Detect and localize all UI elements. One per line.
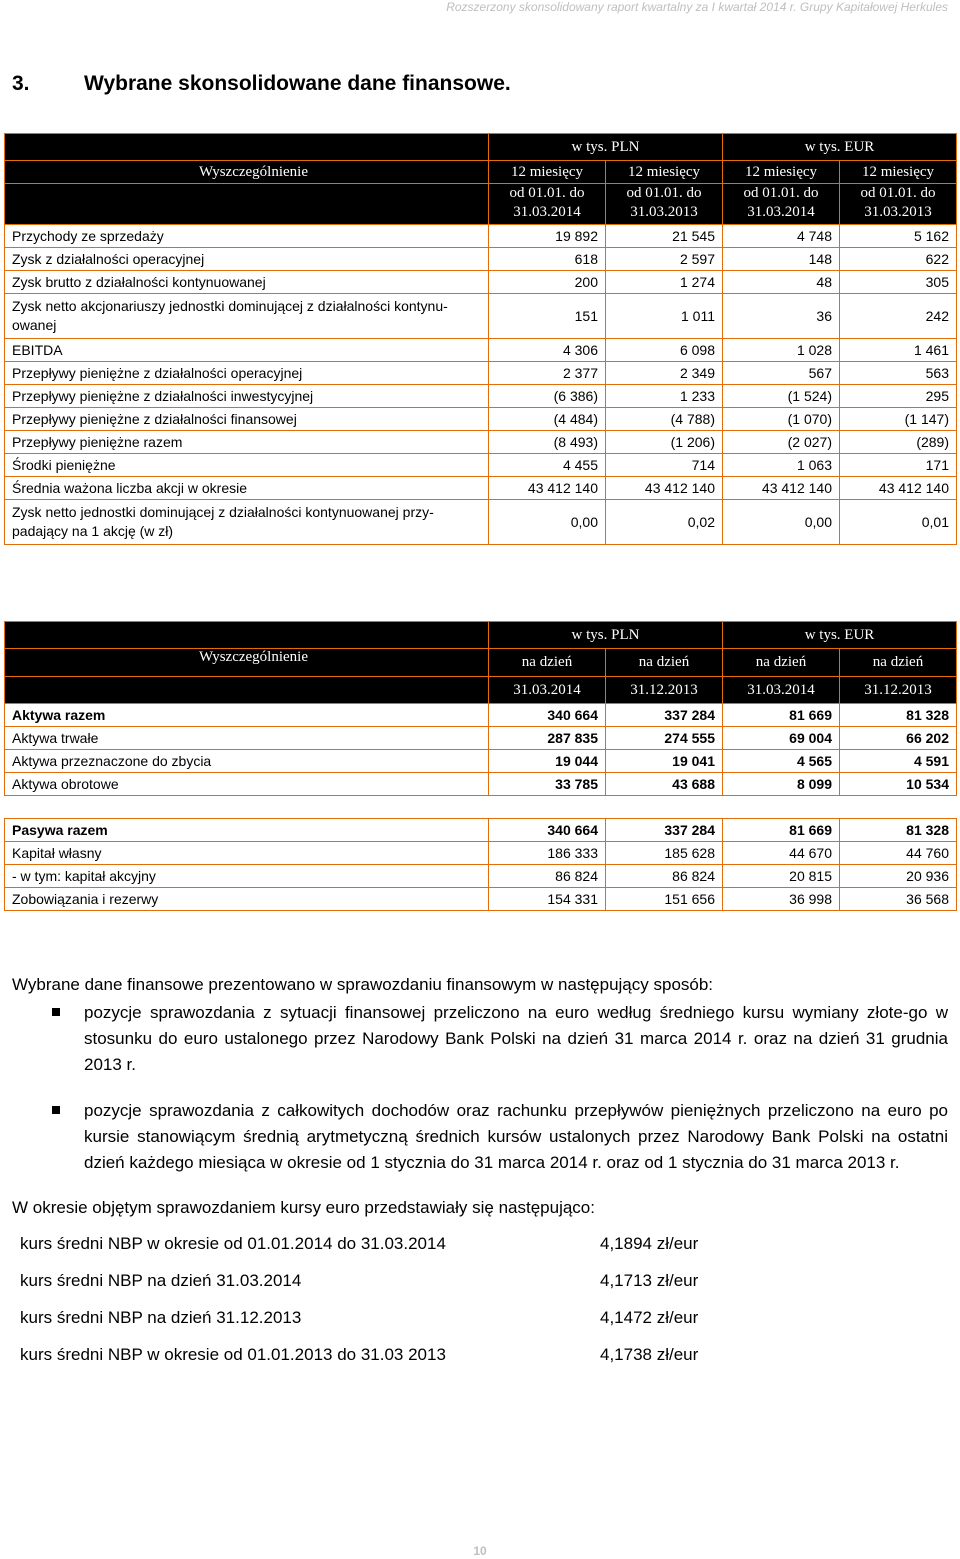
cell-value: 1 011	[606, 294, 723, 339]
cell-value: 36	[723, 294, 840, 339]
cell-value: (289)	[840, 431, 957, 454]
cell-value: 4 748	[723, 225, 840, 248]
cell-value: 19 892	[489, 225, 606, 248]
unit-pln: w tys. PLN	[489, 134, 723, 161]
cell-value: 4 565	[723, 750, 840, 773]
cell-value: 8 099	[723, 773, 840, 796]
unit-eur: w tys. EUR	[723, 134, 957, 161]
cell-value: 295	[840, 385, 957, 408]
cell-value: 43 412 140	[606, 477, 723, 500]
cell-value: 340 664	[489, 819, 606, 842]
cell-value: 185 628	[606, 842, 723, 865]
cell-value: 2 597	[606, 248, 723, 271]
cell-value: 4 455	[489, 454, 606, 477]
cell-value: (1 524)	[723, 385, 840, 408]
cell-value: 1 233	[606, 385, 723, 408]
table-row	[5, 385, 957, 408]
cell-value: 5 162	[840, 225, 957, 248]
row-label: Pasywa razem	[5, 819, 489, 842]
row-label: EBITDA	[5, 339, 489, 362]
rate-label: kurs średni NBP na dzień 31.03.2014	[20, 1271, 302, 1290]
section-number: 3.	[12, 72, 30, 95]
row-label: Zysk brutto z działalności kontynuowanej	[5, 271, 489, 294]
cell-value: 19 041	[606, 750, 723, 773]
cell-value: 618	[489, 248, 606, 271]
table-row	[5, 865, 957, 888]
list-item	[12, 1000, 948, 1078]
rate-row	[20, 1308, 820, 1345]
period-range: od 01.01. do 31.03.2013	[606, 184, 723, 225]
cell-value: 2 377	[489, 362, 606, 385]
cell-value: (8 493)	[489, 431, 606, 454]
period-range: od 01.01. do 31.03.2014	[489, 184, 606, 225]
row-label: Zysk netto jednostki dominującej z działalności kontynuowanej przy- padający na 1 akcję (w zł)	[5, 500, 489, 545]
table-row	[5, 500, 957, 545]
cell-value: 43 688	[606, 773, 723, 796]
table-row	[5, 842, 957, 865]
cell-value: 43 412 140	[489, 477, 606, 500]
row-label: Przepływy pieniężne razem	[5, 431, 489, 454]
header-blank	[5, 677, 489, 704]
square-bullet-icon	[52, 1106, 60, 1114]
cell-value: 19 044	[489, 750, 606, 773]
cell-value: 1 063	[723, 454, 840, 477]
table-row	[5, 294, 957, 339]
list-item	[12, 1098, 948, 1176]
table-spacer	[5, 796, 957, 819]
cell-value: 6 098	[606, 339, 723, 362]
rates-intro: W okresie objętym sprawozdaniem kursy euro przedstawiały się następująco:	[12, 1198, 595, 1217]
table-row	[5, 819, 957, 842]
row-label: Aktywa razem	[5, 704, 489, 727]
table-row	[5, 248, 957, 271]
cell-value: 4 306	[489, 339, 606, 362]
cell-value: 10 534	[840, 773, 957, 796]
period-line1: 12 miesięcy	[840, 161, 957, 184]
row-label: Przychody ze sprzedaży	[5, 225, 489, 248]
row-label: Środki pieniężne	[5, 454, 489, 477]
cell-value: 21 545	[606, 225, 723, 248]
cell-value: (1 206)	[606, 431, 723, 454]
spacer-cell	[5, 796, 957, 819]
cell-value: 81 669	[723, 819, 840, 842]
row-label: Przepływy pieniężne z działalności finansowej	[5, 408, 489, 431]
list-item-text: pozycje sprawozdania z sytuacji finansowej przeliczono na euro według średniego kursu wymiany złote-go w stosunku do euro ustalonego przez Narodowy Bank Polski na dzień 31 marca 2014 r. oraz na dzień 31 grudnia 2013 r.	[84, 1003, 948, 1074]
cell-value: 563	[840, 362, 957, 385]
cell-value: 337 284	[606, 819, 723, 842]
cell-value: 48	[723, 271, 840, 294]
cell-value: 81 669	[723, 704, 840, 727]
row-label: Przepływy pieniężne z działalności operacyjnej	[5, 362, 489, 385]
cell-value: (1 147)	[840, 408, 957, 431]
rate-row	[20, 1234, 820, 1271]
cell-value: 0,00	[489, 500, 606, 545]
list-item-text: pozycje sprawozdania z całkowitych dochodów oraz rachunku przepływów pieniężnych przeliczono na euro po kursie stanowiącym średnią arytmetyczną średnich kursów ustalonych przez Narodowy Bank Polski na ostatni dzień każdego miesiąca w okresie od 1 stycznia do 31 marca 2014 r. oraz od 1 stycznia do 31 marca 2013 r.	[84, 1101, 948, 1172]
row-label: Aktywa przeznaczone do zbycia	[5, 750, 489, 773]
section-title	[12, 72, 511, 96]
rate-row	[20, 1271, 820, 1308]
rate-label: kurs średni NBP w okresie od 01.01.2014 do 31.03.2014	[20, 1234, 446, 1253]
period-line1: 12 miesięcy	[723, 161, 840, 184]
period-line1: 12 miesięcy	[489, 161, 606, 184]
table-row	[5, 408, 957, 431]
row-label: Średnia ważona liczba akcji w okresie	[5, 477, 489, 500]
cell-value: 0,02	[606, 500, 723, 545]
cell-value: (6 386)	[489, 385, 606, 408]
table-row	[5, 750, 957, 773]
cell-value: 44 760	[840, 842, 957, 865]
cell-value: 714	[606, 454, 723, 477]
table-row	[5, 888, 957, 911]
table-row	[5, 362, 957, 385]
cell-value: 287 835	[489, 727, 606, 750]
cell-value: 86 824	[606, 865, 723, 888]
running-header: Rozszerzony skonsolidowany raport kwartalny za I kwartał 2014 r. Grupy Kapitałowej Herkules	[446, 0, 948, 14]
cell-value: 305	[840, 271, 957, 294]
as-of-label: na dzień	[489, 649, 606, 677]
table-row	[5, 225, 957, 248]
as-of-label: na dzień	[606, 649, 723, 677]
cell-value: 81 328	[840, 819, 957, 842]
cell-value: 36 568	[840, 888, 957, 911]
cell-value: 340 664	[489, 704, 606, 727]
cell-value: 36 998	[723, 888, 840, 911]
conversion-methods-list	[12, 1000, 948, 1196]
as-of-label: na dzień	[723, 649, 840, 677]
row-label: Aktywa trwałe	[5, 727, 489, 750]
cell-value: 1 028	[723, 339, 840, 362]
table-row	[5, 704, 957, 727]
section-title-text: Wybrane skonsolidowane dane finansowe.	[84, 72, 511, 95]
cell-value: 567	[723, 362, 840, 385]
table-row	[5, 271, 957, 294]
cell-value: (4 788)	[606, 408, 723, 431]
unit-eur: w tys. EUR	[723, 622, 957, 649]
cell-value: 242	[840, 294, 957, 339]
income-cashflow-table	[4, 133, 957, 545]
row-label: - w tym: kapitał akcyjny	[5, 865, 489, 888]
table-row	[5, 773, 957, 796]
rate-value: 4,1713 zł/eur	[600, 1271, 699, 1290]
unit-pln: w tys. PLN	[489, 622, 723, 649]
cell-value: 44 670	[723, 842, 840, 865]
cell-value: (4 484)	[489, 408, 606, 431]
cell-value: 622	[840, 248, 957, 271]
cell-value: 4 591	[840, 750, 957, 773]
cell-value: 171	[840, 454, 957, 477]
cell-value: 86 824	[489, 865, 606, 888]
rate-value: 4,1472 zł/eur	[600, 1308, 699, 1327]
cell-value: 151	[489, 294, 606, 339]
cell-value: 20 936	[840, 865, 957, 888]
row-label: Zysk z działalności operacyjnej	[5, 248, 489, 271]
header-blank	[5, 622, 489, 649]
cell-value: 43 412 140	[723, 477, 840, 500]
header-blank	[5, 184, 489, 225]
rate-row	[20, 1345, 820, 1382]
row-label: Kapitał własny	[5, 842, 489, 865]
cell-value: 151 656	[606, 888, 723, 911]
cell-value: (1 070)	[723, 408, 840, 431]
as-of-date: 31.12.2013	[606, 677, 723, 704]
as-of-date: 31.12.2013	[840, 677, 957, 704]
cell-value: 69 004	[723, 727, 840, 750]
as-of-date: 31.03.2014	[723, 677, 840, 704]
cell-value: 148	[723, 248, 840, 271]
balance-sheet-table	[4, 621, 957, 911]
cell-value: 1 274	[606, 271, 723, 294]
cell-value: 1 461	[840, 339, 957, 362]
cell-value: 66 202	[840, 727, 957, 750]
page-number: 10	[473, 1544, 487, 1558]
row-label: Przepływy pieniężne z działalności inwestycyjnej	[5, 385, 489, 408]
cell-value: (2 027)	[723, 431, 840, 454]
row-label: Zysk netto akcjonariuszy jednostki dominującej z działalności kontynu- owanej	[5, 294, 489, 339]
table-row	[5, 727, 957, 750]
period-range: od 01.01. do 31.03.2013	[840, 184, 957, 225]
cell-value: 337 284	[606, 704, 723, 727]
column-header-label: Wyszczególnienie	[5, 161, 489, 184]
cell-value: 33 785	[489, 773, 606, 796]
cell-value: 186 333	[489, 842, 606, 865]
rate-value: 4,1894 zł/eur	[600, 1234, 699, 1253]
period-line1: 12 miesięcy	[606, 161, 723, 184]
rate-label: kurs średni NBP na dzień 31.12.2013	[20, 1308, 302, 1327]
notes-intro: Wybrane dane finansowe prezentowano w sprawozdaniu finansowym w następujący sposób:	[12, 975, 714, 994]
rate-label: kurs średni NBP w okresie od 01.01.2013 do 31.03 2013	[20, 1345, 446, 1364]
exchange-rates	[20, 1234, 820, 1382]
table-row	[5, 454, 957, 477]
cell-value: 43 412 140	[840, 477, 957, 500]
cell-value: 200	[489, 271, 606, 294]
header-blank	[5, 134, 489, 161]
as-of-date: 31.03.2014	[489, 677, 606, 704]
cell-value: 20 815	[723, 865, 840, 888]
table-row	[5, 339, 957, 362]
table-row	[5, 477, 957, 500]
cell-value: 81 328	[840, 704, 957, 727]
rate-value: 4,1738 zł/eur	[600, 1345, 699, 1364]
table-row	[5, 431, 957, 454]
cell-value: 0,00	[723, 500, 840, 545]
as-of-label: na dzień	[840, 649, 957, 677]
row-label: Zobowiązania i rezerwy	[5, 888, 489, 911]
row-label: Aktywa obrotowe	[5, 773, 489, 796]
cell-value: 0,01	[840, 500, 957, 545]
cell-value: 274 555	[606, 727, 723, 750]
column-header-label: Wyszczególnienie	[5, 649, 489, 677]
cell-value: 2 349	[606, 362, 723, 385]
period-range: od 01.01. do 31.03.2014	[723, 184, 840, 225]
cell-value: 154 331	[489, 888, 606, 911]
square-bullet-icon	[52, 1008, 60, 1016]
